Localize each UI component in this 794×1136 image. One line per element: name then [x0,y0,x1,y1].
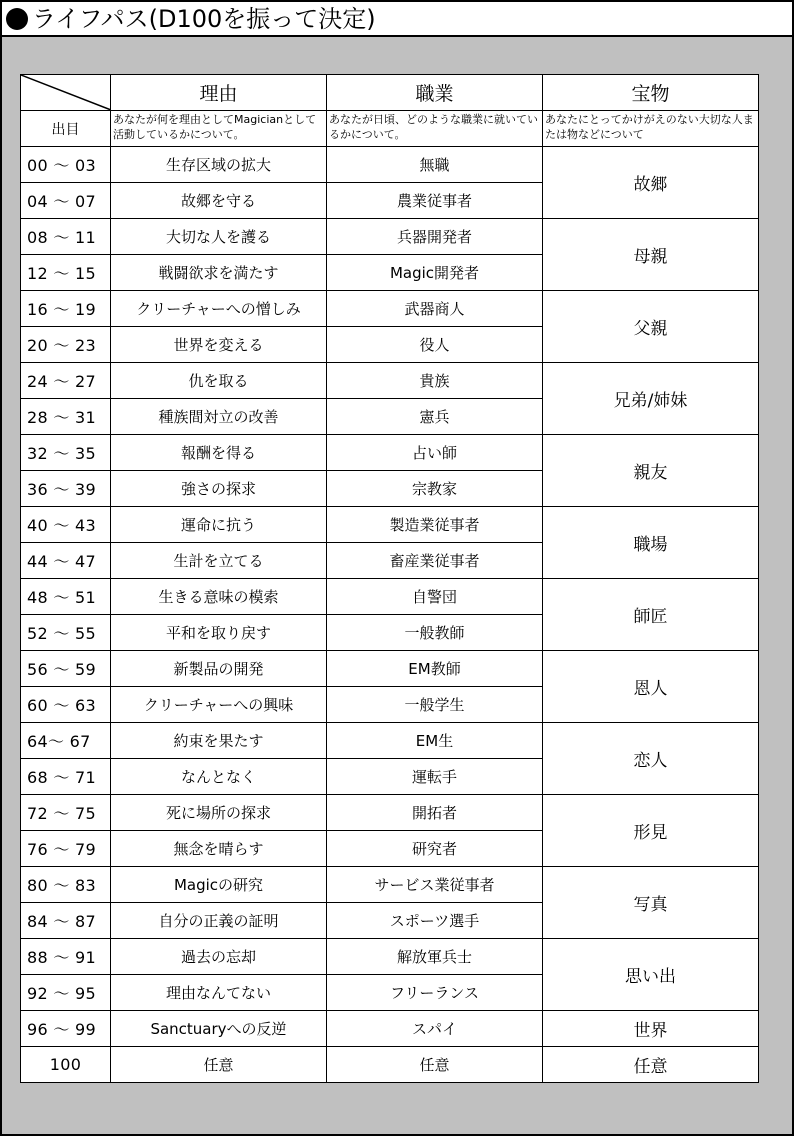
job-cell: EM生 [327,723,543,759]
table-row [21,795,759,831]
reason-cell: Sanctuaryへの反逆 [111,1011,327,1047]
reason-cell: クリーチャーへの興味 [111,687,327,723]
roll-cell: 56 ～ 59 [21,651,111,687]
roll-cell: 60 ～ 63 [21,687,111,723]
job-cell: スパイ [327,1011,543,1047]
reason-cell: クリーチャーへの憎しみ [111,291,327,327]
job-cell: 無職 [327,147,543,183]
header-reason: 理由 [111,75,327,111]
treasure-cell: 父親 [543,291,759,363]
treasure-cell: 師匠 [543,579,759,651]
reason-cell: 生きる意味の模索 [111,579,327,615]
description-job: あなたが日頃、どのような職業に就いているかについて。 [327,111,543,147]
header-job: 職業 [327,75,543,111]
roll-cell: 52 ～ 55 [21,615,111,651]
roll-cell: 76 ～ 79 [21,831,111,867]
page-title: ライフパス(D100を振って決定) [32,5,376,33]
roll-cell: 64～ 67 [21,723,111,759]
reason-cell: なんとなく [111,759,327,795]
job-cell: 研究者 [327,831,543,867]
header-roll: 出目 [21,111,111,147]
table-row [21,1011,759,1047]
roll-cell: 00 ～ 03 [21,147,111,183]
roll-cell: 24 ～ 27 [21,363,111,399]
job-cell: 運転手 [327,759,543,795]
job-cell: スポーツ選手 [327,903,543,939]
bullet-icon [6,8,28,30]
job-cell: 宗教家 [327,471,543,507]
table-row [21,147,759,183]
job-cell: 武器商人 [327,291,543,327]
job-cell: 兵器開発者 [327,219,543,255]
job-cell: 解放軍兵士 [327,939,543,975]
roll-cell: 48 ～ 51 [21,579,111,615]
corner-cell [21,75,111,111]
treasure-cell: 親友 [543,435,759,507]
job-cell: 畜産業従事者 [327,543,543,579]
treasure-cell: 写真 [543,867,759,939]
roll-cell: 88 ～ 91 [21,939,111,975]
table-row [21,291,759,327]
reason-cell: 任意 [111,1047,327,1083]
reason-cell: 大切な人を護る [111,219,327,255]
table-row [21,435,759,471]
roll-cell: 08 ～ 11 [21,219,111,255]
treasure-cell: 職場 [543,507,759,579]
reason-cell: 理由なんてない [111,975,327,1011]
roll-cell: 80 ～ 83 [21,867,111,903]
reason-cell: 新製品の開発 [111,651,327,687]
reason-cell: 過去の忘却 [111,939,327,975]
title-bar [2,2,792,37]
roll-cell: 20 ～ 23 [21,327,111,363]
roll-cell: 04 ～ 07 [21,183,111,219]
roll-cell: 72 ～ 75 [21,795,111,831]
table-row [21,579,759,615]
table-row [21,867,759,903]
job-cell: 一般学生 [327,687,543,723]
job-cell: サービス業従事者 [327,867,543,903]
reason-cell: 平和を取り戻す [111,615,327,651]
table-row [21,723,759,759]
reason-cell: Magicの研究 [111,867,327,903]
roll-cell: 28 ～ 31 [21,399,111,435]
roll-cell: 12 ～ 15 [21,255,111,291]
treasure-cell: 形見 [543,795,759,867]
job-cell: 製造業従事者 [327,507,543,543]
roll-cell: 40 ～ 43 [21,507,111,543]
treasure-cell: 兄弟/姉妹 [543,363,759,435]
reason-cell: 無念を晴らす [111,831,327,867]
treasure-cell: 思い出 [543,939,759,1011]
table-row [21,939,759,975]
roll-cell: 32 ～ 35 [21,435,111,471]
roll-cell: 84 ～ 87 [21,903,111,939]
job-cell: 農業従事者 [327,183,543,219]
roll-cell: 96 ～ 99 [21,1011,111,1047]
description-reason: あなたが何を理由としてMagicianとして活動しているかについて。 [111,111,327,147]
roll-cell: 44 ～ 47 [21,543,111,579]
roll-cell: 68 ～ 71 [21,759,111,795]
description-treasure: あなたにとってかけがえのない大切な人または物などについて [543,111,759,147]
job-cell: 一般教師 [327,615,543,651]
roll-cell: 92 ～ 95 [21,975,111,1011]
job-cell: 役人 [327,327,543,363]
job-cell: 開拓者 [327,795,543,831]
job-cell: 任意 [327,1047,543,1083]
job-cell: 占い師 [327,435,543,471]
reason-cell: 戦闘欲求を満たす [111,255,327,291]
roll-cell: 100 [21,1047,111,1083]
job-cell: 憲兵 [327,399,543,435]
roll-cell: 36 ～ 39 [21,471,111,507]
job-cell: フリーランス [327,975,543,1011]
reason-cell: 自分の正義の証明 [111,903,327,939]
reason-cell: 運命に抗う [111,507,327,543]
reason-cell: 報酬を得る [111,435,327,471]
lifepath-table [20,74,759,1083]
reason-cell: 生計を立てる [111,543,327,579]
job-cell: 貴族 [327,363,543,399]
table-row [21,1047,759,1083]
reason-cell: 故郷を守る [111,183,327,219]
reason-cell: 死に場所の探求 [111,795,327,831]
header-row [21,75,759,111]
table-row [21,651,759,687]
treasure-cell: 母親 [543,219,759,291]
header-treasure: 宝物 [543,75,759,111]
reason-cell: 世界を変える [111,327,327,363]
treasure-cell: 世界 [543,1011,759,1047]
job-cell: Magic開発者 [327,255,543,291]
job-cell: EM教師 [327,651,543,687]
treasure-cell: 任意 [543,1047,759,1083]
treasure-cell: 恋人 [543,723,759,795]
reason-cell: 生存区域の拡大 [111,147,327,183]
reason-cell: 種族間対立の改善 [111,399,327,435]
table-row [21,219,759,255]
job-cell: 自警団 [327,579,543,615]
reason-cell: 仇を取る [111,363,327,399]
description-row [21,111,759,147]
treasure-cell: 故郷 [543,147,759,219]
table-row [21,363,759,399]
reason-cell: 強さの探求 [111,471,327,507]
treasure-cell: 恩人 [543,651,759,723]
table-row [21,507,759,543]
diagonal-line [21,75,111,110]
roll-cell: 16 ～ 19 [21,291,111,327]
reason-cell: 約束を果たす [111,723,327,759]
